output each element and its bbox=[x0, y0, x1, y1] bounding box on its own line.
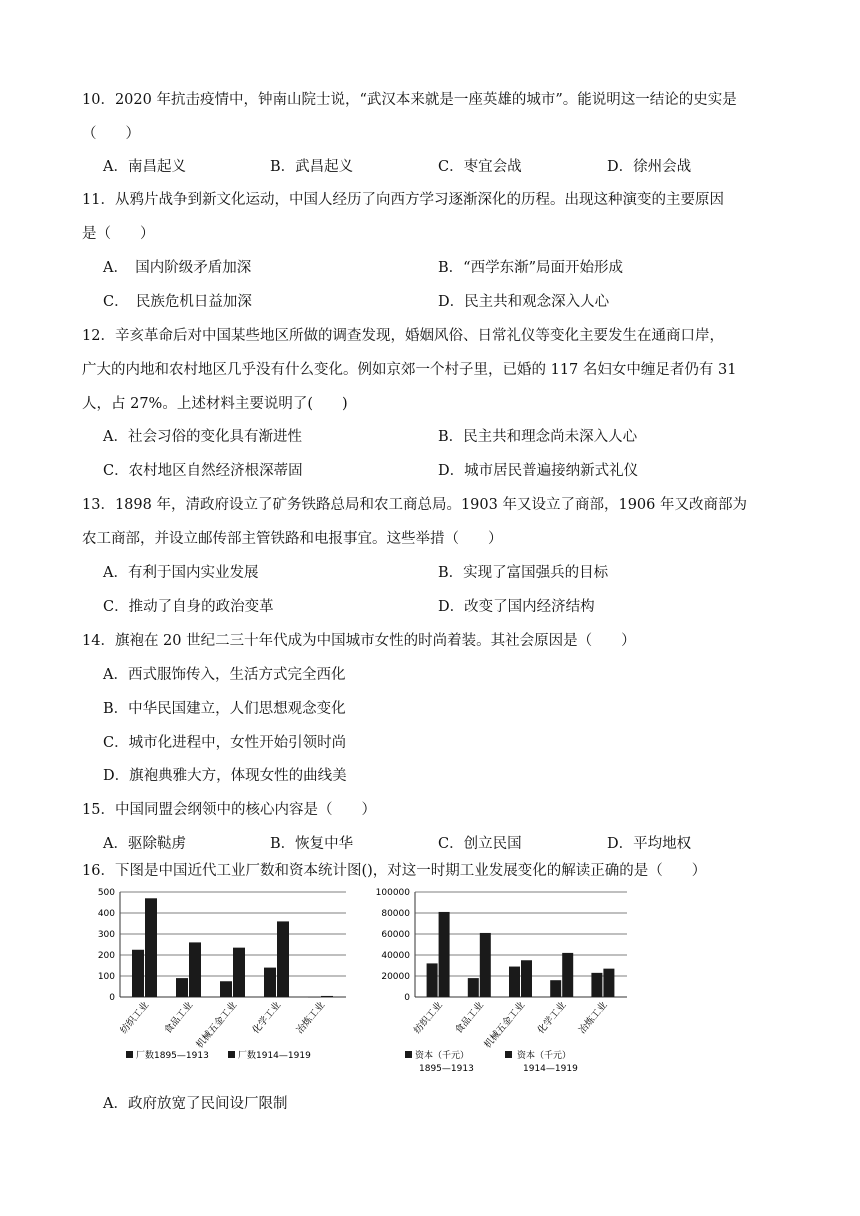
question-10-paren: （ ） bbox=[82, 126, 140, 142]
q16-option-a: A．政府放宽了民间设厂限制 bbox=[103, 1096, 288, 1112]
bar-2 bbox=[562, 953, 573, 997]
question-11-stem-2: 是（ ） bbox=[82, 226, 155, 242]
legend-label-2-line2: 1914—1919 bbox=[523, 1064, 578, 1074]
q13-option-d: D．改变了国内经济结构 bbox=[438, 599, 595, 615]
question-13-stem-2: 农工商部，并设立邮传部主管铁路和电报事宜。这些举措（ ） bbox=[82, 531, 503, 547]
x-category-label: 冶炼工业 bbox=[294, 999, 328, 1037]
q15-option-d: D．平均地权 bbox=[607, 836, 692, 852]
bar-1 bbox=[264, 968, 276, 997]
question-12-stem-2: 广大的内地和农村地区几乎没有什么变化。例如京郊一个村子里，已婚的 117 名妇女中缠足者仍有 31 bbox=[82, 362, 737, 378]
legend-label-2: 厂数1914—1919 bbox=[238, 1051, 311, 1061]
x-category-label: 纺织工业 bbox=[118, 999, 152, 1037]
bar-1 bbox=[591, 973, 602, 997]
y-tick-label: 40000 bbox=[381, 951, 410, 961]
bar-2 bbox=[521, 960, 532, 997]
q12-option-d: D．城市居民普遍接纳新式礼仪 bbox=[438, 463, 639, 479]
legend-label-1: 厂数1895—1913 bbox=[136, 1051, 209, 1061]
x-category-label: 食品工业 bbox=[453, 999, 487, 1037]
q14-option-c: C．城市化进程中，女性开始引领时尚 bbox=[103, 735, 347, 751]
q13-option-a: A．有利于国内实业发展 bbox=[103, 565, 259, 581]
q12-option-a: A．社会习俗的变化具有渐进性 bbox=[103, 429, 302, 445]
bar-2 bbox=[480, 933, 491, 997]
question-15-stem: 15．中国同盟会纲领中的核心内容是（ ） bbox=[82, 802, 376, 818]
bar-1 bbox=[176, 978, 188, 997]
y-tick-label: 200 bbox=[97, 951, 115, 961]
bar-2 bbox=[233, 948, 245, 997]
legend-label-2-line1: 资本（千元） bbox=[517, 1051, 572, 1061]
x-category-label: 化学工业 bbox=[535, 999, 569, 1037]
bar-2 bbox=[603, 969, 614, 997]
y-tick-label: 0 bbox=[404, 993, 410, 1003]
legend-swatch-2 bbox=[505, 1051, 512, 1058]
q12-option-c: C．农村地区自然经济根深蒂固 bbox=[103, 463, 303, 479]
y-tick-label: 100000 bbox=[375, 888, 410, 898]
x-category-label: 机械五金工业 bbox=[482, 999, 528, 1051]
bar-1 bbox=[427, 963, 438, 997]
question-13-stem: 13．1898 年，清政府设立了矿务铁路总局和农工商总局。1903 年又设立了商部，1906 年又改商部为 bbox=[82, 497, 747, 513]
y-tick-label: 300 bbox=[97, 930, 115, 940]
bar-2 bbox=[277, 921, 289, 997]
factory-chart-legend bbox=[126, 1049, 311, 1061]
q14-option-a: A．西式服饰传入，生活方式完全西化 bbox=[103, 667, 346, 683]
bar-1 bbox=[308, 997, 320, 998]
y-tick-label: 500 bbox=[97, 888, 115, 898]
q11-option-d: D．民主共和观念深入人心 bbox=[438, 294, 610, 310]
q12-option-b: B．民主共和理念尚未深入人心 bbox=[438, 429, 638, 445]
q14-option-b: B．中华民国建立，人们思想观念变化 bbox=[103, 701, 346, 717]
q15-option-b: B．恢复中华 bbox=[270, 836, 354, 852]
legend-swatch-1 bbox=[405, 1051, 412, 1058]
q10-option-d: D．徐州会战 bbox=[607, 159, 692, 175]
question-16-stem: 16．下图是中国近代工业厂数和资本统计图()，对这一时期工业发展变化的解读正确的是（ ） bbox=[82, 863, 707, 879]
bar-1 bbox=[468, 978, 479, 997]
bar-1 bbox=[220, 981, 232, 997]
q15-option-a: A．驱除鞑虏 bbox=[103, 836, 186, 852]
x-category-label: 冶炼工业 bbox=[576, 999, 610, 1037]
y-tick-label: 20000 bbox=[381, 972, 410, 982]
question-14-stem: 14．旗袍在 20 世纪二三十年代成为中国城市女性的时尚着装。其社会原因是（ ） bbox=[82, 633, 636, 649]
y-tick-label: 0 bbox=[109, 993, 115, 1003]
legend-swatch-2 bbox=[228, 1051, 235, 1058]
y-tick-label: 80000 bbox=[381, 909, 410, 919]
x-category-label: 机械五金工业 bbox=[194, 999, 240, 1051]
question-10-stem: 10．2020 年抗击疫情中，钟南山院士说，“武汉本来就是一座英雄的城市”。能说明这一结论的史实是 bbox=[82, 92, 737, 108]
q14-option-d: D．旗袍典雅大方，体现女性的曲线美 bbox=[103, 768, 347, 784]
bar-2 bbox=[321, 996, 333, 997]
x-category-label: 食品工业 bbox=[162, 999, 196, 1037]
y-tick-label: 400 bbox=[97, 909, 115, 919]
question-11-stem: 11．从鸦片战争到新文化运动，中国人经历了向西方学习逐渐深化的历程。出现这种演变的主要原因 bbox=[82, 192, 724, 208]
bar-1 bbox=[550, 980, 561, 997]
y-tick-label: 100 bbox=[97, 972, 115, 982]
capital-chart-legend bbox=[405, 1049, 578, 1074]
bar-2 bbox=[189, 942, 201, 997]
legend-label-1-line1: 资本（千元） bbox=[415, 1051, 470, 1061]
q11-option-a: A． 国内阶级矛盾加深 bbox=[103, 260, 252, 276]
capital-chart bbox=[365, 880, 633, 1075]
bar-1 bbox=[132, 950, 144, 997]
q15-option-c: C．创立民国 bbox=[438, 836, 522, 852]
legend-swatch-1 bbox=[126, 1051, 133, 1058]
q13-option-b: B．实现了富国强兵的目标 bbox=[438, 565, 609, 581]
x-category-label: 化学工业 bbox=[250, 999, 284, 1037]
legend-label-1-line2: 1895—1913 bbox=[419, 1064, 474, 1074]
q11-option-b: B．“西学东渐”局面开始形成 bbox=[438, 260, 623, 276]
bar-1 bbox=[509, 967, 520, 997]
question-12-stem-3: 人，占 27%。上述材料主要说明了( ) bbox=[82, 396, 348, 412]
bar-2 bbox=[145, 898, 157, 997]
q10-option-a: A．南昌起义 bbox=[103, 159, 186, 175]
q10-option-c: C．枣宜会战 bbox=[438, 159, 522, 175]
question-12-stem: 12．辛亥革命后对中国某些地区所做的调查发现，婚姻风俗、日常礼仪等变化主要发生在通商口岸， bbox=[82, 328, 724, 344]
q10-option-b: B．武昌起义 bbox=[270, 159, 354, 175]
y-tick-label: 60000 bbox=[381, 930, 410, 940]
bar-2 bbox=[439, 912, 450, 997]
x-category-label: 纺织工业 bbox=[412, 999, 445, 1037]
q11-option-c: C． 民族危机日益加深 bbox=[103, 294, 252, 310]
q13-option-c: C．推动了自身的政治变革 bbox=[103, 599, 274, 615]
factory-count-chart bbox=[88, 880, 350, 1075]
